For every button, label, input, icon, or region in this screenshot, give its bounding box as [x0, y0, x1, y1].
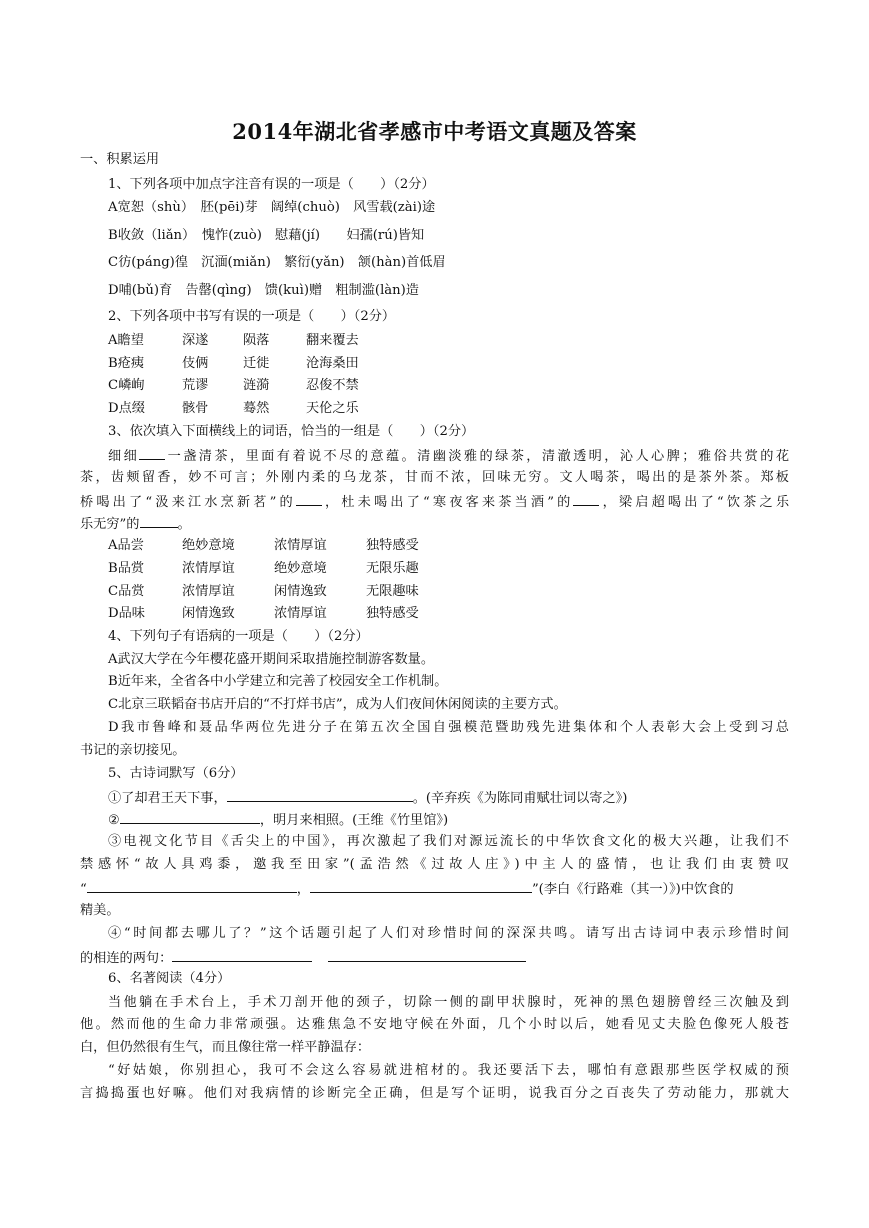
q1-stem: 1、下列各项中加点字注音有误的一项是（ ）（2分） — [108, 177, 435, 192]
q5-item-3-cont: 禁感怀“故人具鸡黍，邀我至田家”(孟浩然《过故人庄》)中主人的盛情，也让我们由衷赞叹 — [80, 857, 789, 872]
option-word: 蓦然 — [243, 401, 270, 416]
passage-text: 桥喝出了“汲来江水烹新茗”的 — [80, 495, 296, 510]
option-word: C品赏 — [108, 584, 145, 599]
option-word: 涟漪 — [243, 378, 270, 393]
item-text: ①了却君王天下事， — [108, 791, 227, 806]
q5-item-3: ③电视文化节目《舌尖上的中国》，再次激起了我们对源远流长的中华饮食文化的极大兴趣，让我们不 — [108, 834, 789, 849]
option-word: D品味 — [108, 606, 145, 621]
q6-stem: 6、名著阅读（4分） — [108, 971, 231, 986]
q4-option-c: C北京三联韬奋书店开启的“不打烊书店”，成为人们夜间休闲阅读的主要方式。 — [108, 697, 567, 712]
q4-option-a: A武汉大学在今年樱花盛开期间采取措施控制游客数量。 — [108, 652, 435, 667]
passage-text: 一盏清茶，里面有着说不尽的意蕴。清幽淡雅的绿茶，清澈透明，沁人心脾；雅俗共赏的花 — [165, 449, 790, 464]
option-word: C嶙峋 — [108, 378, 145, 393]
fill-blank — [573, 492, 599, 506]
passage-text: ，梁启超喝出了“饮茶之乐 — [599, 495, 790, 510]
option-word: 荒谬 — [182, 378, 209, 393]
q3-option-d — [108, 605, 419, 623]
q3-stem: 3、依次填入下面横线上的词语，恰当的一组是（ ）（2分） — [108, 424, 475, 439]
answer-blank[interactable] — [87, 879, 297, 893]
section-heading: 一、积累运用 — [80, 152, 160, 167]
q5-item-3-cont — [80, 879, 734, 899]
option-word: 沧海桑田 — [306, 356, 359, 371]
option-word: 浓情厚谊 — [274, 606, 327, 621]
option-word: B品赏 — [108, 561, 145, 576]
passage-text: ，杜未喝出了“寒夜客来茶当酒”的 — [321, 495, 574, 510]
option-word: 忍俊不禁 — [306, 378, 359, 393]
q2-stem: 2、下列各项中书写有误的一项是（ ）（2分） — [108, 309, 396, 324]
item-text: ② — [108, 813, 120, 828]
q1-option-b: B收敛（liǎn） 愧怍(zuò) 慰藉(jí) 妇孺(rú)皆知 — [108, 228, 425, 243]
q5-item-3-cont: 精美。 — [80, 903, 120, 918]
q1-option-d: D哺(bǔ)育 告罄(qìng) 馈(kuì)赠 粗制滥(làn)造 — [108, 283, 419, 298]
q3-passage-line — [80, 514, 191, 534]
answer-blank[interactable] — [172, 948, 312, 962]
option-word: 无限乐趣 — [366, 561, 419, 576]
passage-text: 乐无穷”的 — [80, 517, 140, 532]
q2-option-c — [108, 377, 359, 395]
option-word: 独特感受 — [366, 538, 419, 553]
q1-option-a: A宽恕（shù） 胚(pēi)芽 阔绰(chuò) 风雪载(zài)途 — [108, 200, 436, 215]
fill-blank — [139, 446, 165, 460]
option-word: 绝妙意境 — [182, 538, 235, 553]
q5-item-4: ④“时间都去哪儿了？”这个话题引起了人们对珍惜时间的深深共鸣。请写出古诗词中表示珍惜时间 — [108, 926, 789, 941]
item-text: “ — [80, 882, 87, 897]
q5-item-1 — [108, 788, 627, 808]
q2-option-a — [108, 332, 359, 350]
option-word: 绝妙意境 — [274, 561, 327, 576]
answer-blank[interactable] — [227, 788, 413, 802]
q3-option-b — [108, 560, 419, 578]
q6-passage-line: 他。然而他的生命力非常顽强。达雅焦急不安地守候在外面，几个小时以后，她看见丈夫脸色像死人般苍 — [80, 1017, 789, 1032]
q6-passage-line: 白，但仍然很有生气，而且像往常一样平静温存： — [80, 1040, 371, 1055]
option-word: 独特感受 — [366, 606, 419, 621]
option-word: 天伦之乐 — [306, 401, 359, 416]
option-word: 浓情厚谊 — [182, 584, 235, 599]
item-text: ， — [296, 882, 310, 897]
option-word: 迁徙 — [243, 356, 270, 371]
q3-option-a — [108, 537, 419, 555]
q6-passage-line: 当他躺在手术台上，手术刀剖开他的颈子，切除一侧的副甲状腺时，死神的黑色翅膀曾经三次触及到 — [108, 995, 789, 1010]
q3-passage-line — [80, 492, 789, 512]
option-word: 骸骨 — [182, 401, 209, 416]
q2-option-d — [108, 400, 359, 418]
q5-stem: 5、古诗词默写（6分） — [108, 766, 244, 781]
q5-item-2 — [108, 810, 448, 830]
option-word: 陨落 — [243, 333, 270, 348]
q2-option-b — [108, 355, 359, 373]
option-word: D点缀 — [108, 401, 145, 416]
option-word: 翻来覆去 — [306, 333, 359, 348]
fill-blank — [140, 514, 178, 528]
option-word: A品尝 — [108, 538, 144, 553]
page-title: 2014年湖北省孝感市中考语文真题及答案 — [232, 119, 637, 144]
answer-blank[interactable] — [120, 810, 260, 824]
option-word: 浓情厚谊 — [182, 561, 235, 576]
item-text: 。(辛弃疾《为陈同甫赋壮词以寄之》) — [412, 791, 628, 806]
q4-option-d-cont: 书记的亲切接见。 — [80, 743, 186, 758]
item-text: ，明月来相照。(王维《竹里馆》) — [259, 813, 449, 828]
item-text: ”(李白《行路难（其一）》)中饮食的 — [531, 882, 734, 897]
q3-passage-line — [108, 446, 789, 466]
option-word: 深遂 — [182, 333, 209, 348]
passage-text: 细细 — [108, 449, 140, 464]
option-word: 浓情厚谊 — [274, 538, 327, 553]
q4-option-b: B近年来，全省各中小学建立和完善了校园安全工作机制。 — [108, 674, 448, 689]
fill-blank — [296, 492, 322, 506]
option-word: A瞻望 — [108, 333, 144, 348]
q4-stem: 4、下列句子有语病的一项是（ ）（2分） — [108, 629, 369, 644]
answer-blank[interactable] — [328, 948, 526, 962]
q4-option-d: D我市鲁峰和聂品华两位先进分子在第五次全国自强模范暨助残先进集体和个人表彰大会上受到习总 — [108, 720, 789, 735]
q1-option-c: C彷(páng)徨 沉湎(miǎn) 繁衍(yǎn) 颔(hàn)首低眉 — [108, 255, 446, 270]
q3-passage-line: 茶，齿颊留香，妙不可言；外刚内柔的乌龙茶，甘而不浓，回味无穷。文人喝茶，喝出的是茶外茶。郑板 — [80, 470, 789, 485]
option-word: 闲情逸致 — [274, 584, 327, 599]
q6-passage-line: 言捣捣蛋也好嘛。他们对我病情的诊断完全正确，但是写个证明，说我百分之百丧失了劳动能力，那就大 — [80, 1086, 789, 1101]
passage-text: 。 — [177, 517, 191, 532]
option-word: 无限趣味 — [366, 584, 419, 599]
option-word: 伎俩 — [182, 356, 209, 371]
item-text: 的相连的两句： — [80, 951, 173, 966]
answer-blank[interactable] — [310, 879, 532, 893]
q6-passage-line: “好姑娘，你别担心，我可不会这么容易就进棺材的。我还要活下去，哪怕有意跟那些医学权威的预 — [108, 1063, 789, 1078]
option-word: B疮痍 — [108, 356, 145, 371]
q5-item-4-cont — [80, 948, 526, 968]
option-word: 闲情逸致 — [182, 606, 235, 621]
q3-option-c — [108, 583, 419, 601]
